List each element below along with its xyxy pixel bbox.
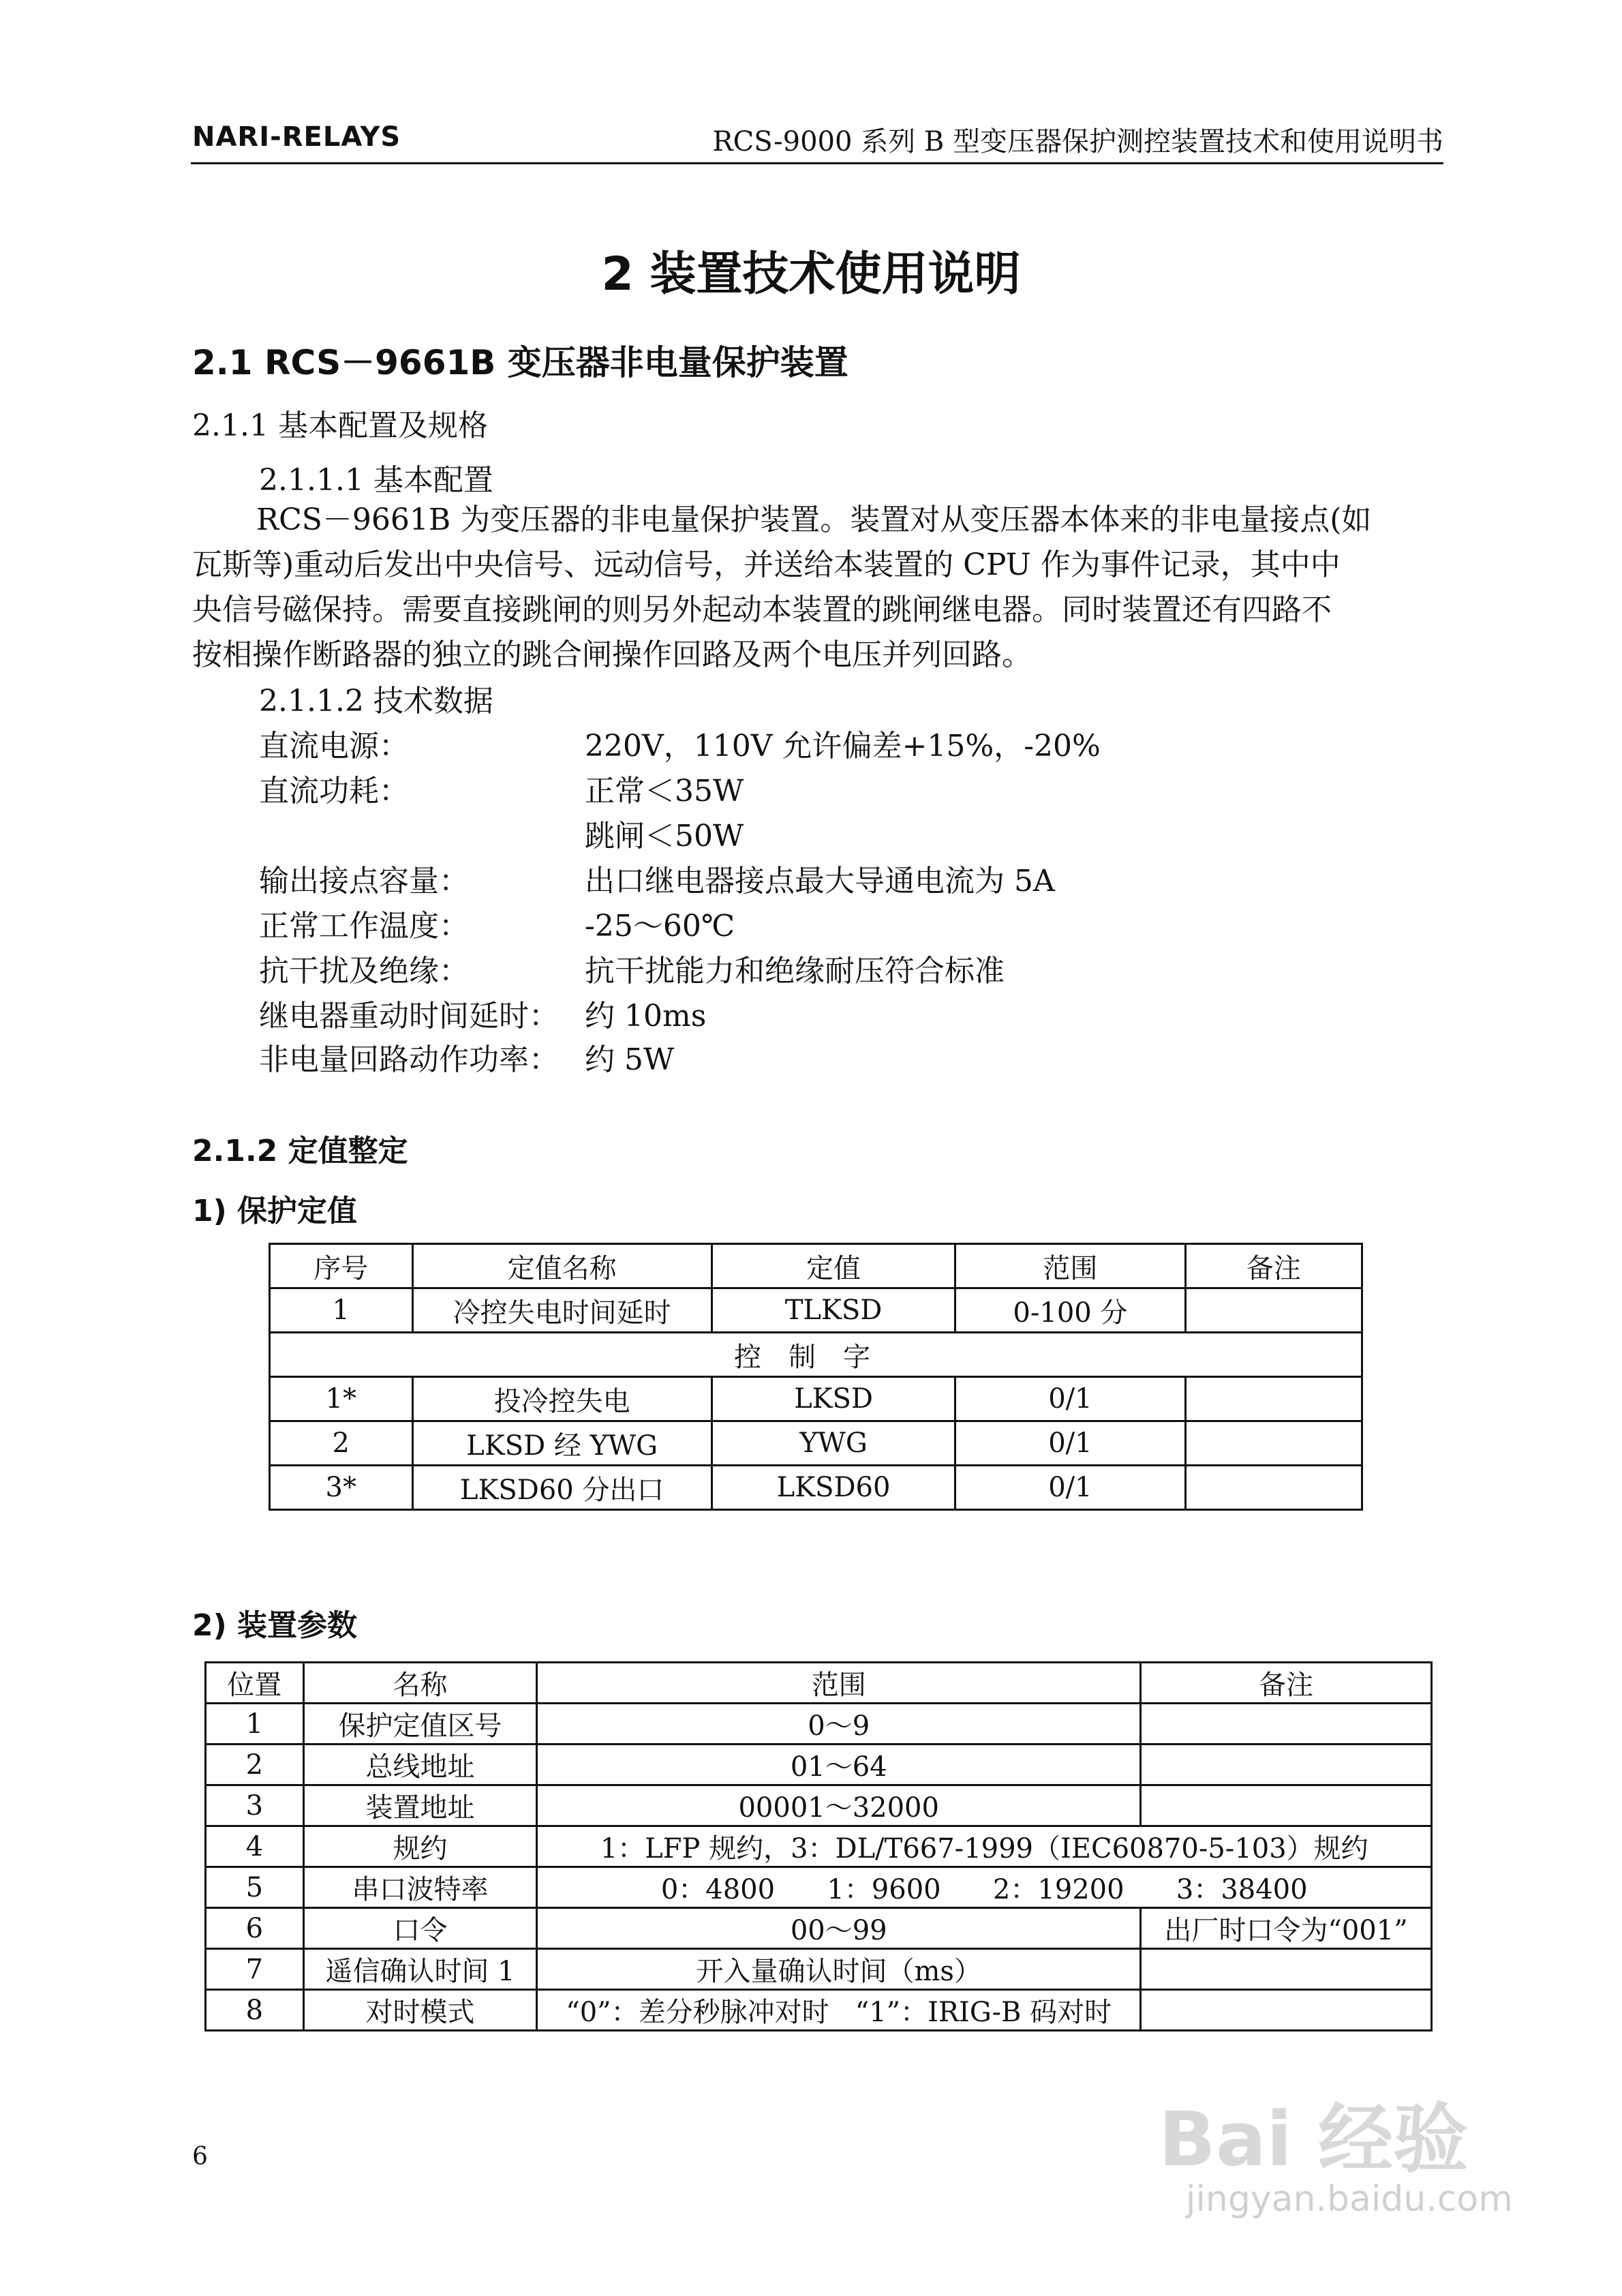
paragraph-line: 瓦斯等)重动后发出中央信号、远动信号，并送给本装置的 CPU 作为事件记录，其中中 xyxy=(192,547,1341,582)
watermark-url: jingyan.baidu.com xyxy=(1186,2179,1513,2220)
table-header-cell: 范围 xyxy=(537,1663,1141,1704)
table-header-row xyxy=(270,1244,1362,1288)
table-cell: 3* xyxy=(270,1466,413,1510)
table-cell: 冷控失电时间延时 xyxy=(412,1288,711,1333)
header-divider xyxy=(191,162,1443,164)
table-cell xyxy=(1185,1377,1362,1421)
subsubsection-title-1: 2.1.1.1 基本配置 xyxy=(259,463,493,498)
subsection-title-2: 2.1.2 定值整定 xyxy=(192,1134,408,1168)
table-cell xyxy=(1185,1421,1362,1466)
table-cell: 总线地址 xyxy=(303,1744,537,1785)
table-row xyxy=(206,1908,1432,1949)
table-cell: 01～64 xyxy=(537,1744,1141,1785)
table-header-cell: 范围 xyxy=(955,1244,1185,1288)
table-cell: LKSD60 分出口 xyxy=(412,1466,711,1510)
spec-value: 正常＜35W xyxy=(585,774,744,809)
table-cell: 1 xyxy=(206,1704,304,1744)
section-title: 2.1 RCS－9661B 变压器非电量保护装置 xyxy=(192,343,848,382)
table-cell: 0-100 分 xyxy=(955,1288,1185,1333)
table-cell xyxy=(1185,1466,1362,1510)
protection-settings-table xyxy=(269,1243,1363,1511)
table-cell: “0”：差分秒脉冲对时 “1”：IRIG-B 码对时 xyxy=(537,1990,1141,2031)
control-word-label: 控制字 xyxy=(270,1333,1362,1377)
table-cell: LKSD xyxy=(711,1377,955,1421)
table-cell xyxy=(1141,1785,1432,1826)
list-heading-protection: 1) 保护定值 xyxy=(192,1194,358,1228)
table-header-cell: 名称 xyxy=(303,1663,537,1704)
table-cell: 00～99 xyxy=(537,1908,1141,1949)
table-cell xyxy=(1141,1704,1432,1744)
table-row xyxy=(206,1744,1432,1785)
table-row xyxy=(206,1949,1432,1990)
table-cell: 1 xyxy=(270,1288,413,1333)
header-brand: NARI-RELAYS xyxy=(192,121,401,153)
table-cell: 5 xyxy=(206,1867,304,1908)
table-cell: 规约 xyxy=(303,1826,537,1867)
table-cell: YWG xyxy=(711,1421,955,1466)
spec-value: 220V，110V 允许偏差+15%，-20% xyxy=(585,729,1101,764)
chapter-title: 2 装置技术使用说明 xyxy=(601,247,1021,301)
table-row xyxy=(206,1867,1432,1908)
table-cell xyxy=(1185,1288,1362,1333)
table-cell xyxy=(1141,1949,1432,1990)
spec-value: 抗干扰能力和绝缘耐压符合标准 xyxy=(585,954,1005,988)
table-header-cell: 定值 xyxy=(711,1244,955,1288)
page-number: 6 xyxy=(192,2143,208,2171)
table-cell: 3 xyxy=(206,1785,304,1826)
subsubsection-title-2: 2.1.1.2 技术数据 xyxy=(259,684,493,719)
table-cell: 0/1 xyxy=(955,1466,1185,1510)
basic-config-paragraph xyxy=(192,498,1446,678)
table-cell: 口令 xyxy=(303,1908,537,1949)
spec-key: 抗干扰及绝缘： xyxy=(259,954,469,988)
table-row xyxy=(206,1785,1432,1826)
table-cell: 4 xyxy=(206,1826,304,1867)
table-cell: 2 xyxy=(206,1744,304,1785)
paragraph-line: RCS－9661B 为变压器的非电量保护装置。装置对从变压器本体来的非电量接点(如 xyxy=(256,502,1372,537)
table-cell: 开入量确认时间（ms） xyxy=(537,1949,1141,1990)
spec-value: 跳闸＜50W xyxy=(585,819,744,854)
table-cell: 1* xyxy=(270,1377,413,1421)
table-cell: 0/1 xyxy=(955,1377,1185,1421)
table-cell: 串口波特率 xyxy=(303,1867,537,1908)
table-row xyxy=(270,1466,1362,1510)
table-header-cell: 位置 xyxy=(206,1663,304,1704)
paragraph-line: 央信号磁保持。需要直接跳闸的则另外起动本装置的跳闸继电器。同时装置还有四路不 xyxy=(192,592,1332,627)
table-row xyxy=(206,1990,1432,2031)
table-row xyxy=(270,1421,1362,1466)
table-cell: 6 xyxy=(206,1908,304,1949)
spec-value: 约 10ms xyxy=(585,999,707,1033)
table-cell: 8 xyxy=(206,1990,304,2031)
table-cell: 投冷控失电 xyxy=(412,1377,711,1421)
table-row xyxy=(270,1377,1362,1421)
table-cell: LKSD 经 YWG xyxy=(412,1421,711,1466)
table-cell: 7 xyxy=(206,1949,304,1990)
table-cell: LKSD60 xyxy=(711,1466,955,1510)
table-header-cell: 序号 xyxy=(270,1244,413,1288)
table-cell: 装置地址 xyxy=(303,1785,537,1826)
list-heading-device-params: 2) 装置参数 xyxy=(192,1608,358,1643)
paragraph-line: 按相操作断路器的独立的跳合闸操作回路及两个电压并列回路。 xyxy=(192,637,1032,672)
table-cell: TLKSD xyxy=(711,1288,955,1333)
table-cell: 保护定值区号 xyxy=(303,1704,537,1744)
table-cell: 0：4800 1：9600 2：19200 3：38400 xyxy=(537,1867,1432,1908)
spec-value: 出口继电器接点最大导通电流为 5A xyxy=(585,864,1055,898)
table-cell: 2 xyxy=(270,1421,413,1466)
spec-value: -25～60℃ xyxy=(585,909,735,943)
device-parameters-table xyxy=(204,1661,1433,2031)
spec-key: 非电量回路动作功率： xyxy=(259,1042,559,1077)
spec-key: 直流功耗： xyxy=(259,774,409,809)
table-cell xyxy=(1141,1744,1432,1785)
table-row xyxy=(206,1704,1432,1744)
header-doc-title: RCS-9000 系列 B 型变压器保护测控装置技术和使用说明书 xyxy=(712,126,1443,157)
table-cell: 0/1 xyxy=(955,1421,1185,1466)
table-header-cell: 定值名称 xyxy=(412,1244,711,1288)
table-cell: 0～9 xyxy=(537,1704,1141,1744)
spec-key: 正常工作温度： xyxy=(259,909,469,943)
table-cell: 1：LFP 规约，3：DL/T667-1999（IEC60870-5-103）规约 xyxy=(537,1826,1432,1867)
spec-key: 直流电源： xyxy=(259,729,409,764)
spec-value: 约 5W xyxy=(585,1042,675,1077)
table-row xyxy=(206,1826,1432,1867)
table-cell: 出厂时口令为“001” xyxy=(1141,1908,1432,1949)
subsection-title-1: 2.1.1 基本配置及规格 xyxy=(192,408,488,443)
spec-key: 输出接点容量： xyxy=(259,864,469,898)
table-header-cell: 备注 xyxy=(1141,1663,1432,1704)
table-header-row xyxy=(206,1663,1432,1704)
table-row xyxy=(270,1288,1362,1333)
table-cell: 对时模式 xyxy=(303,1990,537,2031)
table-cell: 遥信确认时间 1 xyxy=(303,1949,537,1990)
table-cell: 00001～32000 xyxy=(537,1785,1141,1826)
table-row xyxy=(270,1333,1362,1377)
spec-key: 继电器重动时间延时： xyxy=(259,999,559,1033)
table-cell xyxy=(1141,1990,1432,2031)
watermark-logo: Bai 经验 xyxy=(1159,2096,1469,2183)
table-header-cell: 备注 xyxy=(1185,1244,1362,1288)
